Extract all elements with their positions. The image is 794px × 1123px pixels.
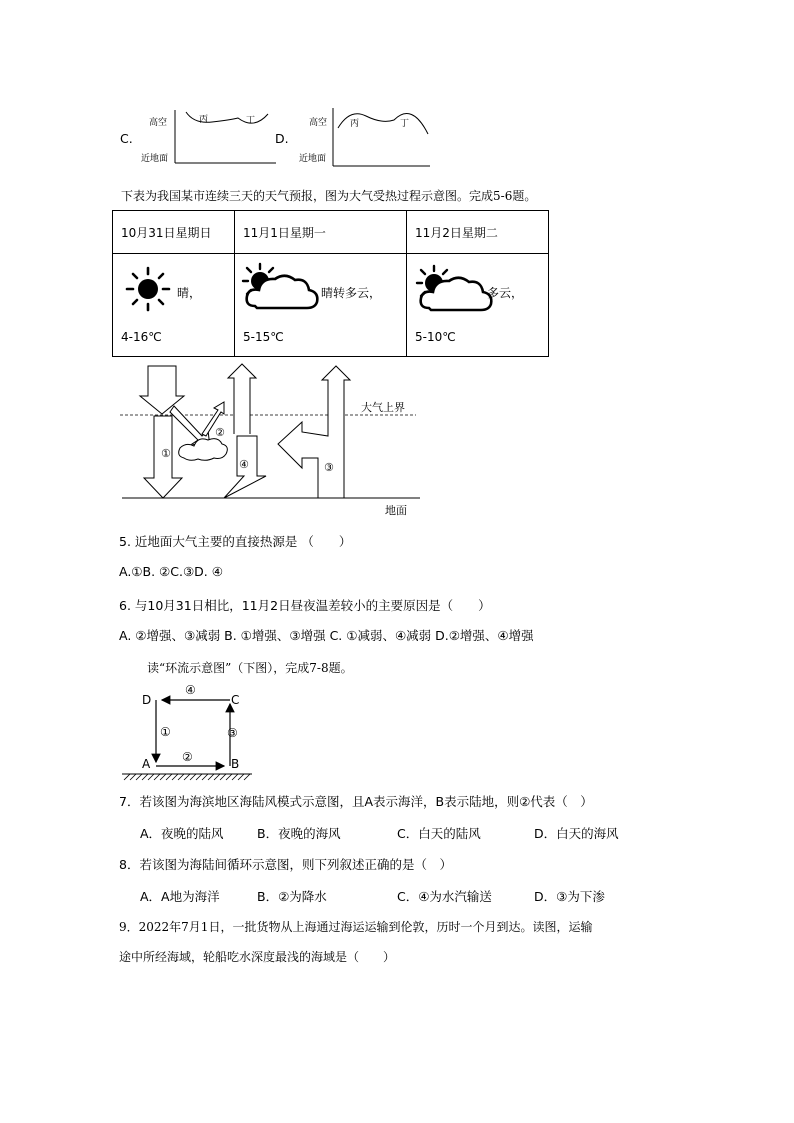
solar-radiation-top-arrow xyxy=(140,366,184,414)
arrow-3-ground-radiation xyxy=(278,366,350,498)
question-5-options: A.①B. ②C.③D. ④ xyxy=(119,564,223,579)
diagram-label-3: ③ xyxy=(324,461,334,474)
intro-7-8: 读“环流示意图”（下图），完成7-8题。 xyxy=(147,661,353,675)
corner-c: C xyxy=(231,693,240,707)
weather-table-header-row xyxy=(113,211,549,254)
profile-c-label-2: 丁 xyxy=(246,116,256,126)
atmosphere-top-label: 大气上界 xyxy=(361,401,405,414)
corner-a: A xyxy=(142,757,151,771)
question-7-option-b: B．夜晚的海风 xyxy=(257,826,341,841)
weather-date-cell xyxy=(235,211,407,254)
weather-temp: 5-15℃ xyxy=(243,330,284,344)
question-8-option-a: A．A地为海洋 xyxy=(140,889,220,904)
cloud-shape xyxy=(179,439,228,461)
weather-desc: 晴转多云， xyxy=(321,286,382,300)
sun-cloud-icon xyxy=(241,262,321,314)
weather-desc: 多云， xyxy=(487,286,524,300)
profile-d-upper-label: 高空 xyxy=(309,118,328,128)
question-7-stem: 7．若该图为海滨地区海陆风模式示意图，且A表示海洋，B表示陆地，则②代表（ ） xyxy=(119,794,593,809)
weather-temp: 4-16℃ xyxy=(121,330,162,344)
option-d-label: D. xyxy=(275,131,289,146)
corner-b: B xyxy=(231,757,240,771)
profile-d-label-2: 丁 xyxy=(400,119,410,129)
weather-date: 11月2日星期二 xyxy=(415,226,498,240)
question-8-option-d: D．③为下渗 xyxy=(534,889,605,904)
circulation-label-bottom: ② xyxy=(182,750,193,764)
question-6-stem: 6. 与10月31日相比，11月2日昼夜温差较小的主要原因是（ ） xyxy=(119,598,491,613)
weather-temp: 5-10℃ xyxy=(415,330,456,344)
question-6-options: A. ②增强、③减弱 B. ①增强、③增强 C. ①减弱、④减弱 D.②增强、④增强 xyxy=(119,628,534,643)
weather-date-cell xyxy=(407,211,549,254)
weather-date-cell xyxy=(113,211,235,254)
option-c-label: C. xyxy=(120,131,133,146)
question-9-line-1: 9．2022年7月1日，一批货物从上海通过海运运输到伦敦，历时一个月到达。读图，运输 xyxy=(119,920,593,934)
weather-desc: 晴， xyxy=(177,286,202,300)
corner-d: D xyxy=(142,693,152,707)
heating-diagram-graphic xyxy=(118,362,428,514)
intro-5-6: 下表为我国某市连续三天的天气预报，图为大气受热过程示意图。完成5-6题。 xyxy=(121,189,537,203)
diagram-label-2: ② xyxy=(215,426,225,439)
question-8-option-b: B．②为降水 xyxy=(257,889,327,904)
question-8-option-c: C．④为水汽输送 xyxy=(397,889,492,904)
profile-c-lower-label: 近地面 xyxy=(141,154,169,164)
question-5-stem: 5. 近地面大气主要的直接热源是 （ ） xyxy=(119,534,352,549)
weather-condition-cell xyxy=(235,254,407,357)
circulation-label-right: ③ xyxy=(227,726,238,740)
question-7-option-c: C．白天的陆风 xyxy=(397,826,481,841)
profile-c-graph xyxy=(174,108,278,166)
diagram-label-4: ④ xyxy=(239,458,249,471)
upward-arrow xyxy=(228,364,256,434)
weather-date: 11月1日星期一 xyxy=(243,226,326,240)
weather-table-body-row xyxy=(113,254,549,357)
question-9-line-2: 途中所经海域，轮船吃水深度最浅的海域是（ ） xyxy=(119,950,396,964)
profile-d-lower-label: 近地面 xyxy=(299,154,327,164)
diagram-label-1: ① xyxy=(161,447,171,460)
ground-hatching xyxy=(124,774,250,780)
profile-d-label-1: 丙 xyxy=(350,119,360,129)
profile-c-upper-label: 高空 xyxy=(149,118,168,128)
circulation-label-top: ④ xyxy=(185,683,196,697)
question-7-option-d: D．白天的海风 xyxy=(534,826,619,841)
question-7-option-a: A．夜晚的陆风 xyxy=(140,826,224,841)
profile-d-graph xyxy=(332,106,432,168)
sun-cloud-icon xyxy=(415,264,495,316)
weather-date: 10月31日星期日 xyxy=(121,226,212,240)
weather-condition-cell xyxy=(113,254,235,357)
sun-icon xyxy=(125,266,171,312)
profile-c-label-1: 丙 xyxy=(199,115,209,125)
question-8-stem: 8．若该图为海陆间循环示意图，则下列叙述正确的是（ ） xyxy=(119,857,452,872)
weather-forecast-table xyxy=(112,210,549,357)
weather-condition-cell xyxy=(407,254,549,357)
ground-label: 地面 xyxy=(385,504,407,517)
circulation-label-left: ① xyxy=(160,725,171,739)
